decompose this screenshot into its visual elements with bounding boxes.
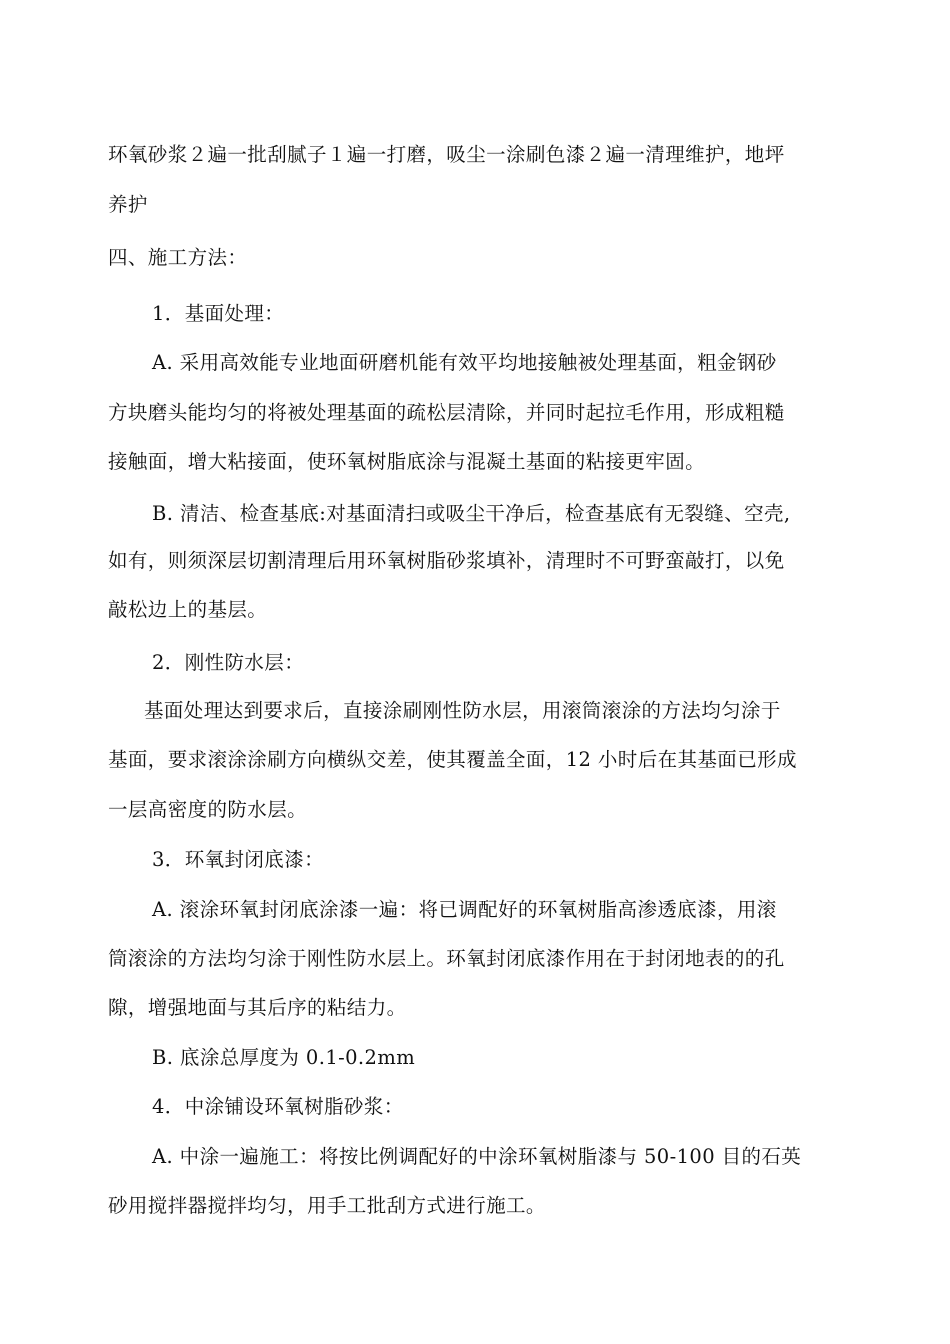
- subsection-heading: 3．环氧封闭底漆：: [152, 848, 325, 871]
- paragraph-line: 敲松边上的基层。: [108, 598, 268, 621]
- paragraph-line: 砂用搅拌器搅拌均匀，用手工批刮方式进行施工。: [108, 1194, 546, 1217]
- paragraph-line: 养护: [108, 193, 148, 216]
- paragraph-line: A. 采用高效能专业地面研磨机能有效平均地接触被处理基面，粗金钢砂: [152, 351, 777, 374]
- subsection-heading: 4．中涂铺设环氧树脂砂浆：: [152, 1095, 404, 1118]
- paragraph-line: 筒滚涂的方法均匀涂于刚性防水层上。环氧封闭底漆作用在于封闭地表的的孔: [108, 947, 785, 970]
- paragraph-line: 一层高密度的防水层。: [108, 798, 308, 821]
- subsection-heading: 2．刚性防水层：: [152, 651, 305, 674]
- paragraph-line: 接触面，增大粘接面，使环氧树脂底涂与混凝土基面的粘接更牢固。: [108, 450, 706, 473]
- paragraph-line: A. 滚涂环氧封闭底涂漆一遍：将已调配好的环氧树脂高渗透底漆，用滚: [152, 898, 777, 921]
- subsection-heading: 1．基面处理：: [152, 302, 285, 325]
- paragraph-line: 基面处理达到要求后，直接涂刷刚性防水层，用滚筒滚涂的方法均匀涂于: [144, 699, 781, 722]
- paragraph-line: 基面，要求滚涂涂刷方向横纵交差，使其覆盖全面，12 小时后在其基面已形成: [108, 748, 797, 771]
- paragraph-line: B. 清洁、检查基底:对基面清扫或吸尘干净后，检查基底有无裂缝、空壳,: [152, 502, 791, 525]
- paragraph-line: 隙，增强地面与其后序的粘结力。: [108, 996, 407, 1019]
- paragraph-line: A. 中涂一遍施工：将按比例调配好的中涂环氧树脂漆与 50-100 目的石英: [152, 1145, 802, 1168]
- paragraph-line: B. 底涂总厚度为 0.1-0.2mm: [152, 1046, 416, 1069]
- paragraph-line: 方块磨头能均匀的将被处理基面的疏松层清除，并同时起拉毛作用，形成粗糙: [108, 401, 785, 424]
- paragraph-line: 环氧砂浆２遍一批刮腻子１遍一打磨，吸尘一涂刷色漆２遍一清理维护，地坪: [108, 143, 785, 166]
- section-heading: 四、施工方法：: [108, 246, 248, 269]
- paragraph-line: 如有，则须深层切割清理后用环氧树脂砂浆填补，清理时不可野蛮敲打，以免: [108, 549, 785, 572]
